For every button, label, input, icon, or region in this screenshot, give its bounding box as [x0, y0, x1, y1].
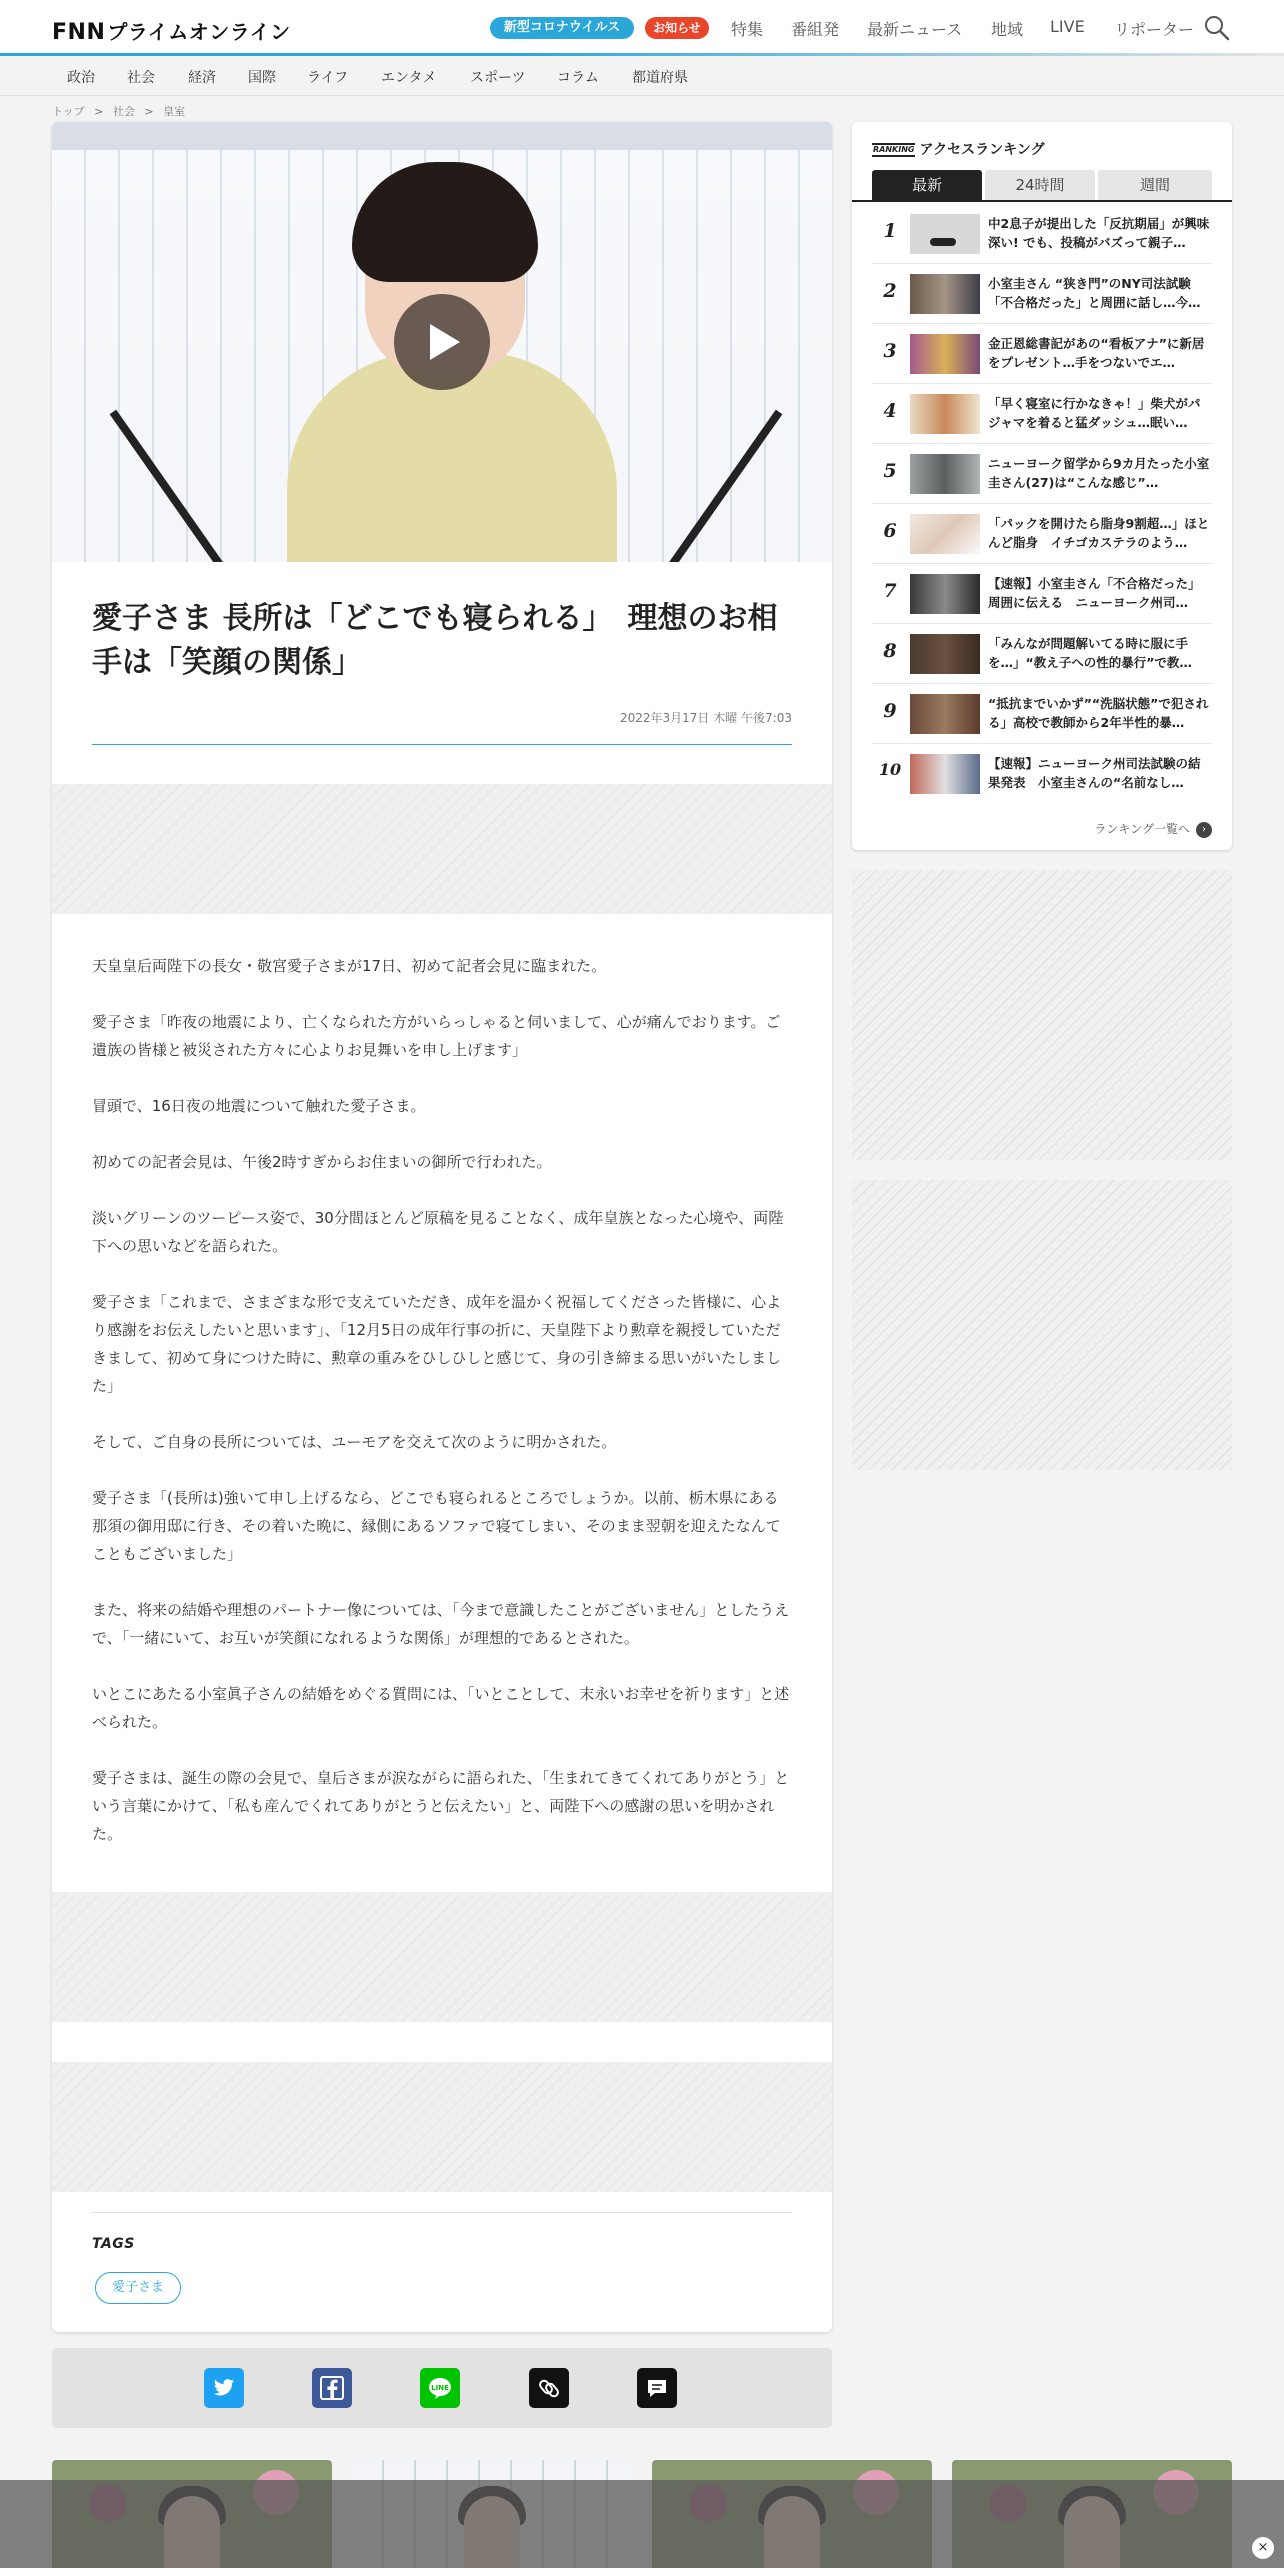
article-paragraph: 愛子さま「これまで、さまざまな形で支えていただき、成年を温かく祝福してくださった皆様に、心より感謝をお伝えしたいと思います」、「12月5日の成年行事の折に、天皇陛下より勲章を親授していただきまして、初めて身につけた時に、勲章の重みをひしひしと感じて、身の引き締まる思いがいたしました」: [92, 1293, 782, 1395]
ranking-number: 3: [883, 340, 897, 362]
article-paragraph: 愛子さまは、誕生の際の会見で、皇后さまが涙ながらに語られた、「生まれてきてくれてありがとう」という言葉にかけて、「私も産んでくれてありがとうと伝えたい」と、両陛下への感謝の思いを明かされた。: [92, 1769, 790, 1843]
category-economy[interactable]: 経済: [188, 70, 216, 86]
tab-latest[interactable]: 最新: [872, 170, 982, 200]
ranking-number: 2: [883, 280, 897, 302]
article-paragraph: 淡いグリーンのツーピース姿で、30分間ほとんど原稿を見ることなく、成年皇族となった心境や、両陛下への思いなどを語られた。: [92, 1209, 784, 1255]
svg-text:LINE: LINE: [431, 2384, 449, 2392]
ranking-item-title: 金正恩総書記があの“看板アナ”に新居をプレゼント…手をつないでエ…: [988, 336, 1205, 370]
tag-aiko[interactable]: 愛子さま: [95, 2272, 181, 2304]
ranking-number: 5: [883, 460, 897, 482]
tags-divider: [92, 2212, 792, 2213]
breadcrumb-imperial: 皇室: [163, 105, 186, 118]
ranking-thumbnail: [910, 514, 980, 554]
ranking-tabs: [872, 170, 1212, 200]
ranking-thumbnail: [910, 634, 980, 674]
nav-live[interactable]: LIVE: [1050, 17, 1085, 36]
article-paragraph: 愛子さま「(長所は)強いて申し上げるなら、どこでも寝られるところでしょうか。以前、栃木県にある那須の御用邸に行き、その着いた晩に、縁側にあるソファで寝てしまい、そのまま翌朝を迎えたなんてこともございました」: [92, 1489, 781, 1563]
ranking-item[interactable]: [872, 264, 1212, 324]
video-ceiling: [52, 122, 832, 150]
ranking-thumbnail: [910, 754, 980, 794]
comment-icon[interactable]: [637, 2368, 677, 2408]
nav-latest-news[interactable]: 最新ニュース: [867, 20, 963, 39]
arrow-right-icon: ›: [1196, 822, 1212, 838]
notice-link[interactable]: お知らせ: [645, 17, 709, 39]
site-logo[interactable]: [52, 16, 291, 45]
nav-programs[interactable]: 番組発: [791, 20, 840, 39]
ranking-header: [872, 139, 1045, 159]
ranking-item-title: 「早く寝室に行かなきゃ！」柴犬がパジャマを着ると猛ダッシュ…眠い…: [988, 396, 1201, 430]
nav-reporter[interactable]: リポーター: [1114, 20, 1195, 39]
bottom-overlay-bar: [0, 2480, 1284, 2568]
ranking-number: 7: [883, 580, 897, 602]
ranking-item[interactable]: [872, 564, 1212, 624]
ranking-number: 10: [878, 760, 902, 779]
site-header: [0, 0, 1284, 56]
ranking-thumbnail: [910, 274, 980, 314]
nav-region[interactable]: 地域: [991, 20, 1024, 39]
ad-slot-top: [52, 784, 832, 914]
breadcrumb-sep: >: [144, 105, 154, 118]
ranking-item-title: “抵抗までいかず”“洗脳状態”で犯される」高校で教師から2年半性的暴…: [988, 696, 1209, 730]
ranking-thumbnail: [910, 694, 980, 734]
ranking-thumbnail: [910, 454, 980, 494]
ranking-number: 8: [883, 640, 897, 662]
article-title: 愛子さま 長所は「どこでも寝られる」 理想のお相手は「笑顔の関係」: [92, 601, 778, 680]
category-society[interactable]: 社会: [127, 70, 155, 86]
ranking-badge: RANKING: [872, 143, 915, 157]
breadcrumb-top[interactable]: トップ: [52, 105, 85, 118]
ranking-item-title: ニューヨーク留学から9カ月たった小室圭さん(27)は“こんな感じ”…: [988, 456, 1210, 490]
title-divider: [92, 744, 792, 745]
ranking-item-title: 小室圭さん “狭き門”のNY司法試験「不合格だった」と周囲に話し…今…: [988, 276, 1201, 310]
ranking-title: アクセスランキング: [919, 142, 1045, 158]
ranking-item[interactable]: [872, 744, 1212, 804]
article-paragraph: いとこにあたる小室眞子さんの結婚をめぐる質問には、「いとことして、末永いお幸せを祈ります」と述べられた。: [92, 1685, 790, 1731]
ranking-item[interactable]: [872, 444, 1212, 504]
ranking-thumbnail: [910, 214, 980, 254]
ranking-thumbnail: [910, 574, 980, 614]
ranking-item[interactable]: [872, 384, 1212, 444]
article-paragraph: 冒頭で、16日夜の地震について触れた愛子さま。: [92, 1097, 426, 1115]
ranking-item-title: 「みんなが問題解いてる時に服に手を…」“教え子への性的暴行”で教…: [988, 636, 1192, 670]
breadcrumb: [52, 103, 191, 119]
category-politics[interactable]: 政治: [67, 70, 95, 86]
category-prefectures[interactable]: 都道府県: [632, 70, 688, 86]
ad-slot-mid: [52, 1892, 832, 2022]
facebook-icon[interactable]: [312, 2368, 352, 2408]
tab-24h[interactable]: 24時間: [985, 170, 1095, 200]
corona-link[interactable]: 新型コロナウイルス: [490, 17, 634, 39]
ranking-tab-underline: [852, 200, 1232, 202]
ranking-item-title: 【速報】小室圭さん「不合格だった」周囲に伝える ニューヨーク州司…: [988, 576, 1201, 610]
article-body: [92, 952, 792, 1876]
breadcrumb-sep: >: [94, 105, 104, 118]
article-paragraph: 初めての記者会見は、午後2時すぎからお住まいの御所で行われた。: [92, 1153, 552, 1171]
ranking-number: 6: [883, 520, 897, 542]
line-icon[interactable]: [420, 2368, 460, 2408]
video-player[interactable]: [52, 122, 832, 562]
twitter-icon[interactable]: [204, 2368, 244, 2408]
category-nav: [0, 56, 1284, 96]
ranking-item[interactable]: [872, 624, 1212, 684]
ranking-more-label: ランキング一覧へ: [1094, 822, 1190, 836]
ranking-item[interactable]: [872, 504, 1212, 564]
tab-weekly[interactable]: 週間: [1098, 170, 1212, 200]
ranking-thumbnail: [910, 394, 980, 434]
ranking-number: 1: [883, 220, 897, 242]
article-paragraph: 愛子さま「昨夜の地震により、亡くなられた方がいらっしゃると伺いまして、心が痛んでおります。ご遺族の皆様と被災された方々に心よりお見舞いを申し上げます」: [92, 1013, 781, 1059]
ad-slot-bottom: [52, 2062, 832, 2192]
article-paragraph: また、将来の結婚や理想のパートナー像については、「今まで意識したことがございません」としたうえで、「一緒にいて、お互いが笑顔になれるような関係」が理想的であるとされた。: [92, 1601, 790, 1647]
article-datetime: 2022年3月17日 木曜 午後7:03: [619, 711, 792, 725]
ranking-number: 9: [883, 700, 897, 722]
play-icon: [428, 322, 462, 362]
ranking-more-link[interactable]: [1094, 820, 1212, 838]
article-paragraph: そして、ご自身の長所については、ユーモアを交えて次のように明かされた。: [92, 1433, 617, 1451]
ranking-item-title: 「パックを開けたら脂身9割超…」ほとんど脂身 イチゴカステラのよう…: [988, 516, 1210, 550]
close-icon[interactable]: ×: [1252, 2537, 1274, 2559]
ranking-panel: [852, 122, 1232, 850]
ranking-thumbnail: [910, 334, 980, 374]
share-bar: [52, 2348, 832, 2428]
sidebar-ad-2: [852, 1180, 1232, 1470]
category-international[interactable]: 国際: [248, 70, 276, 86]
ranking-item[interactable]: [872, 684, 1212, 744]
article-paragraph: 天皇皇后両陛下の長女・敬宮愛子さまが17日、初めて記者会見に臨まれた。: [92, 957, 607, 975]
sidebar-ad-1: [852, 870, 1232, 1160]
logo-text: プライムオンライン: [107, 20, 291, 44]
play-button[interactable]: [394, 294, 490, 390]
tags-label: TAGS: [92, 2236, 135, 2252]
category-entertainment[interactable]: エンタメ: [381, 70, 437, 86]
article-card: [52, 122, 832, 2332]
ranking-number: 4: [883, 400, 897, 422]
ranking-item-title: 【速報】ニューヨーク州司法試験の結果発表 小室圭さんの“名前なし…: [988, 756, 1201, 790]
link-icon[interactable]: [529, 2368, 569, 2408]
ranking-item-title: 中2息子が提出した「反抗期届」が興味深い! でも、投稿がバズって親子…: [988, 216, 1210, 250]
logo-fnn: FNN: [52, 20, 106, 45]
category-life[interactable]: ライフ: [307, 70, 349, 86]
category-column[interactable]: コラム: [557, 70, 599, 86]
breadcrumb-society[interactable]: 社会: [112, 105, 135, 118]
nav-feature[interactable]: 特集: [731, 20, 764, 39]
ranking-item[interactable]: [872, 204, 1212, 264]
search-icon[interactable]: [1203, 14, 1231, 42]
category-sports[interactable]: スポーツ: [470, 70, 526, 86]
ranking-item[interactable]: [872, 324, 1212, 384]
